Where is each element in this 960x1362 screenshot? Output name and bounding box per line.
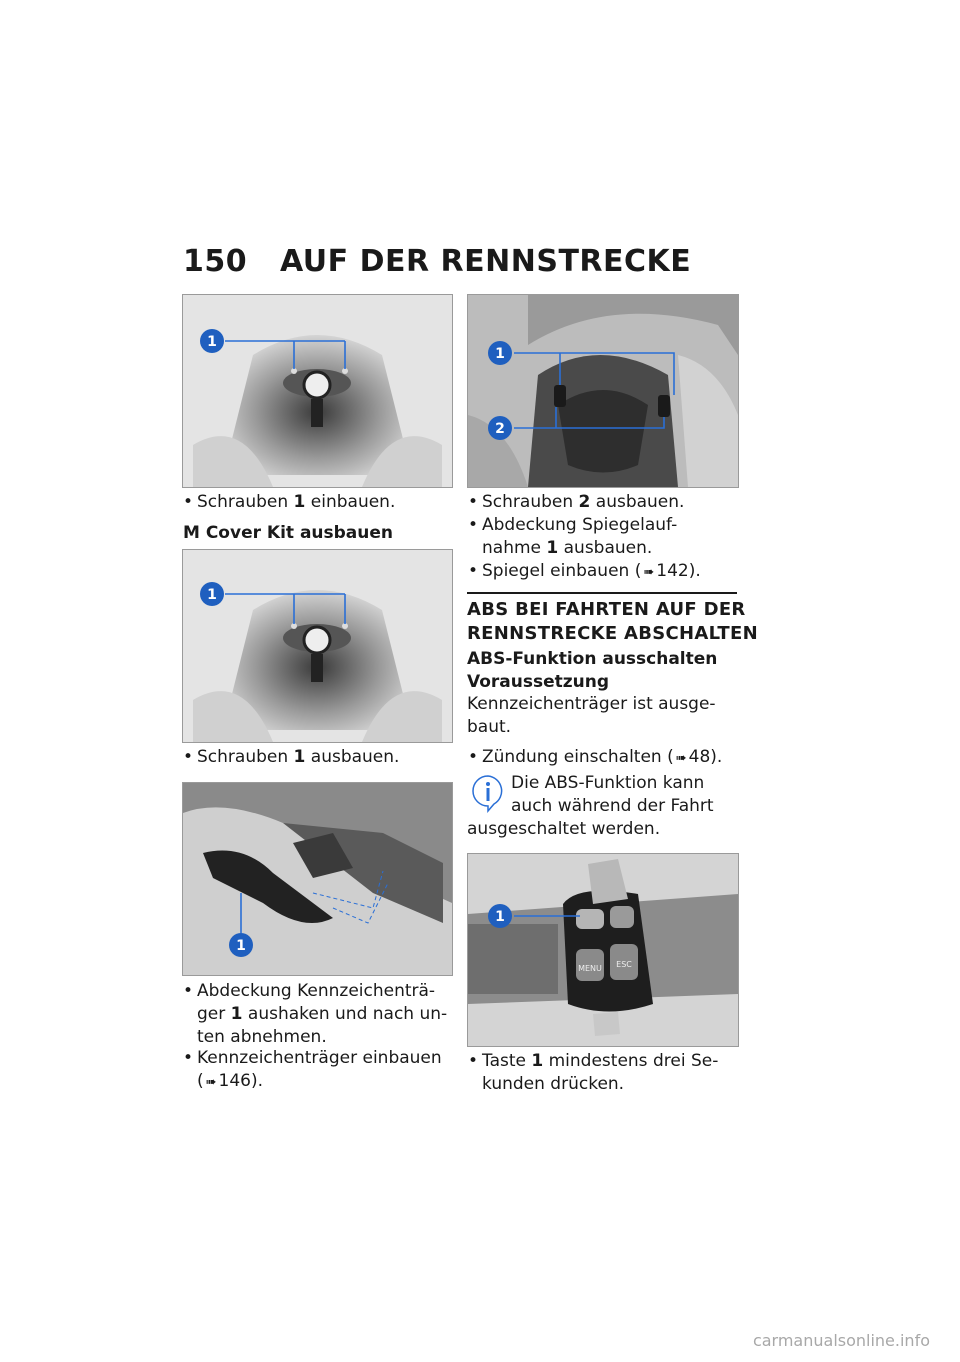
watermark: carmanualsonline.info	[752, 1331, 930, 1350]
esc-button-label: ESC	[616, 960, 632, 969]
subheading-abs: ABS-Funktion ausschalten Voraussetzung	[467, 649, 718, 692]
step-press-button: • Taste 1 mindestens drei Se- kunden drücken.	[468, 1051, 719, 1094]
step-ignition-on: • Zündung einschalten ( ➠ 48).	[468, 746, 738, 770]
page-ref-arrow-icon: ➠	[675, 751, 687, 766]
note-text-cont: ausgeschaltet werden.	[467, 819, 661, 839]
callout-label: 2	[495, 421, 505, 437]
section-rule	[467, 592, 737, 594]
page-header	[183, 244, 691, 279]
step-mirror-mount-remove: • Abdeckung Spiegelauf- nahme 1 ausbauen.	[468, 515, 678, 558]
step-install-plate-holder: • Kennzeichenträger einbauen ( ➠ 146).	[183, 1047, 453, 1094]
callout-label: 1	[236, 938, 246, 954]
section-heading: ABS BEI FAHRTEN AUF DER RENNSTRECKE ABSCHALTEN	[467, 599, 758, 644]
page-ref-arrow-icon: ➠	[205, 1075, 217, 1090]
figure-handlebar-switch	[467, 853, 739, 1047]
menu-button-label: MENU	[578, 964, 602, 973]
figure-mirror-mount	[467, 294, 739, 488]
page-number: 150	[183, 244, 248, 279]
note-text: Die ABS-Funktion kann auch während der Fahrt	[511, 773, 714, 816]
callout-label: 1	[207, 334, 217, 350]
info-icon	[470, 773, 506, 813]
step-screws-remove: • Schrauben 1 ausbauen.	[183, 747, 400, 767]
figure-plate-holder-cover	[182, 782, 453, 976]
step-screws2-remove: • Schrauben 2 ausbauen.	[468, 492, 685, 512]
step-unhook-plate-holder: • Abdeckung Kennzeichenträ- ger 1 aushaken und nach un- ten abnehmen.	[183, 981, 448, 1047]
subheading-m-cover: M Cover Kit ausbauen	[183, 523, 394, 543]
figure-screws-remove	[182, 549, 453, 743]
callout-label: 1	[207, 587, 217, 603]
step-mirror-install: • Spiegel einbauen ( ➠ 142).	[468, 560, 738, 584]
step-screws-install: • Schrauben 1 einbauen.	[183, 492, 396, 512]
callout-label: 1	[495, 346, 505, 362]
figure-screws-install	[182, 294, 453, 488]
page-ref-arrow-icon: ➠	[643, 565, 655, 580]
prerequisite-text: Kennzeichenträger ist ausge- baut.	[467, 694, 716, 737]
callout-label: 1	[495, 909, 505, 925]
chapter-title: AUF DER RENNSTRECKE	[280, 244, 692, 279]
